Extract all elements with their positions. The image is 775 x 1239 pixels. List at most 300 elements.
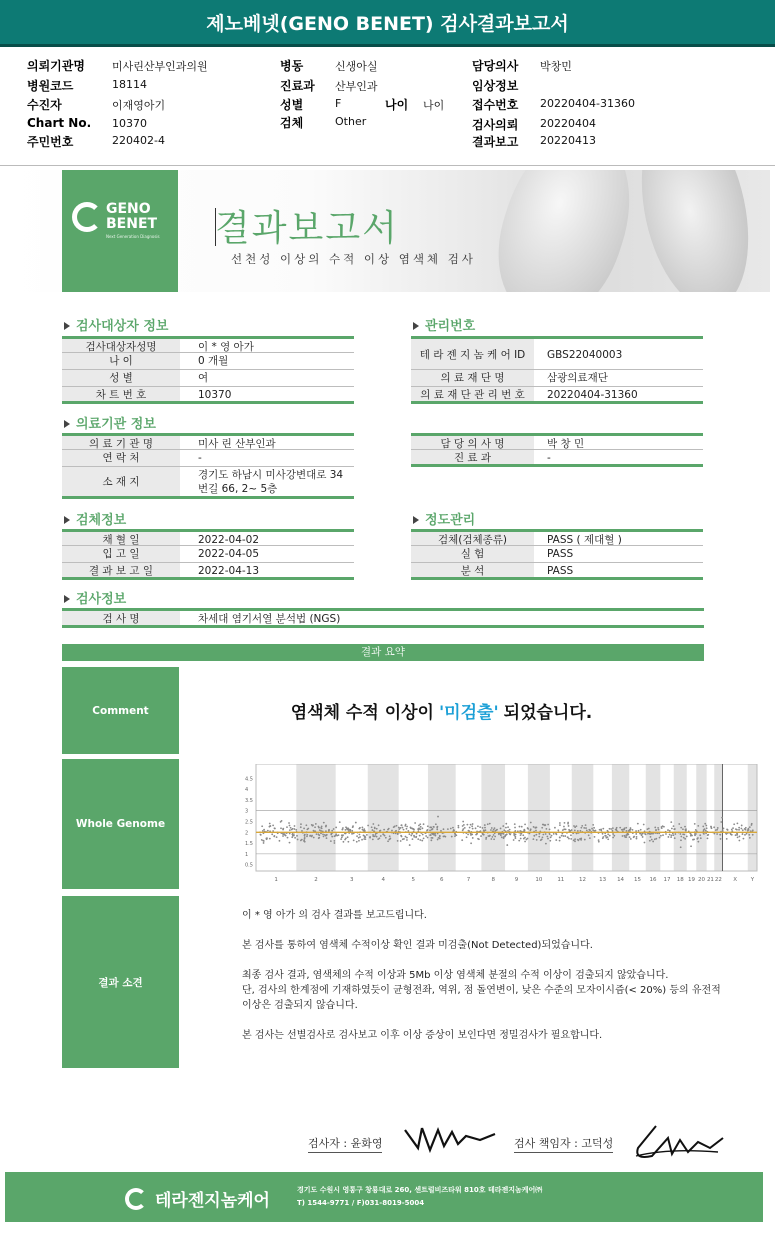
copy-number-point bbox=[383, 829, 385, 831]
copy-number-point bbox=[362, 829, 364, 831]
copy-number-point bbox=[306, 835, 308, 837]
copy-number-point bbox=[559, 824, 561, 826]
copy-number-point bbox=[607, 838, 609, 840]
section-title-mgmt: 관리번호 bbox=[413, 315, 475, 334]
copy-number-point bbox=[352, 825, 354, 827]
copy-number-point bbox=[472, 837, 474, 839]
copy-number-point bbox=[695, 829, 697, 831]
comment-highlight: '미검출' bbox=[438, 703, 499, 723]
copy-number-point bbox=[420, 826, 422, 828]
copy-number-point bbox=[556, 833, 558, 835]
copy-number-point bbox=[670, 835, 672, 837]
chromosome-band bbox=[428, 764, 456, 871]
copy-number-point bbox=[376, 836, 378, 838]
copy-number-point bbox=[613, 835, 615, 837]
table-row: 진 료 과 - bbox=[411, 450, 703, 467]
copy-number-point bbox=[493, 834, 495, 836]
hdr-label: 병원코드 bbox=[27, 79, 74, 93]
opinion-text bbox=[242, 908, 762, 1058]
copy-number-point bbox=[395, 830, 397, 832]
copy-number-point bbox=[574, 838, 576, 840]
copy-number-point bbox=[602, 837, 604, 839]
copy-number-point bbox=[563, 826, 565, 828]
test-table bbox=[62, 608, 704, 628]
copy-number-point bbox=[418, 827, 420, 829]
x-tick-label: 6 bbox=[440, 877, 444, 883]
copy-number-point bbox=[670, 836, 672, 838]
copy-number-point bbox=[294, 828, 296, 830]
copy-number-point bbox=[471, 825, 473, 827]
copy-number-point bbox=[732, 827, 734, 829]
copy-number-point bbox=[491, 827, 493, 829]
copy-number-point bbox=[406, 826, 408, 828]
copy-number-point bbox=[334, 842, 336, 844]
copy-number-point bbox=[661, 826, 663, 828]
copy-number-point bbox=[538, 836, 540, 838]
copy-number-point bbox=[549, 840, 551, 842]
copy-number-point bbox=[462, 821, 464, 823]
copy-number-point bbox=[385, 837, 387, 839]
copy-number-point bbox=[581, 825, 583, 827]
copy-number-point bbox=[612, 837, 614, 839]
header-info bbox=[0, 55, 775, 165]
copy-number-point bbox=[484, 827, 486, 829]
copy-number-point bbox=[297, 839, 299, 841]
arrow-right-icon bbox=[64, 322, 70, 330]
copy-number-point bbox=[313, 837, 315, 839]
copy-number-point bbox=[625, 830, 627, 832]
copy-number-point bbox=[678, 823, 680, 825]
copy-number-point bbox=[659, 837, 661, 839]
copy-number-point bbox=[341, 836, 343, 838]
copy-number-point bbox=[665, 833, 667, 835]
table-row: 검체(검체종류) PASS ( 제대혈 ) bbox=[411, 529, 703, 546]
copy-number-point bbox=[651, 839, 653, 841]
copy-number-point bbox=[720, 838, 722, 840]
copy-number-point bbox=[645, 833, 647, 835]
copy-number-point bbox=[272, 825, 274, 827]
chromosome-band bbox=[612, 764, 629, 871]
copy-number-point bbox=[563, 835, 565, 837]
copy-number-point bbox=[524, 841, 526, 843]
copy-number-point bbox=[472, 828, 474, 830]
hdr-label: 임상정보 bbox=[472, 79, 519, 93]
copy-number-point bbox=[304, 841, 306, 843]
copy-number-point bbox=[314, 826, 316, 828]
x-tick-label: 3 bbox=[349, 877, 354, 883]
copy-number-point bbox=[667, 829, 669, 831]
copy-number-point bbox=[462, 825, 464, 827]
copy-number-point bbox=[425, 835, 427, 837]
footer-logo-text: 테라젠지놈케어 bbox=[155, 1191, 270, 1211]
copy-number-point bbox=[388, 828, 390, 830]
copy-number-point bbox=[335, 827, 337, 829]
copy-number-point bbox=[574, 826, 576, 828]
copy-number-point bbox=[289, 829, 291, 831]
copy-number-point bbox=[567, 836, 569, 838]
copy-number-point bbox=[265, 837, 267, 839]
copy-number-point bbox=[530, 828, 532, 830]
copy-number-point bbox=[263, 842, 265, 844]
copy-number-point bbox=[407, 830, 409, 832]
copy-number-point bbox=[637, 823, 639, 825]
hdr-value: F bbox=[335, 97, 342, 110]
copy-number-point bbox=[588, 834, 590, 836]
copy-number-point bbox=[372, 839, 374, 841]
copy-number-point bbox=[325, 826, 327, 828]
copy-number-point bbox=[427, 829, 429, 831]
copy-number-point bbox=[472, 823, 474, 825]
copy-number-point bbox=[402, 827, 404, 829]
copy-number-point bbox=[632, 829, 634, 831]
copy-number-point bbox=[466, 824, 468, 826]
copy-number-point bbox=[742, 829, 744, 831]
copy-number-point bbox=[742, 833, 744, 835]
copy-number-point bbox=[549, 828, 551, 830]
copy-number-point bbox=[436, 826, 438, 828]
copy-number-point bbox=[607, 830, 609, 832]
copy-number-point bbox=[704, 823, 706, 825]
copy-number-point bbox=[439, 838, 441, 840]
copy-number-point bbox=[380, 835, 382, 837]
copy-number-point bbox=[440, 830, 442, 832]
copy-number-point bbox=[347, 836, 349, 838]
copy-number-point bbox=[480, 835, 482, 837]
copy-number-point bbox=[331, 836, 333, 838]
copy-number-point bbox=[598, 841, 600, 843]
section-title-test: 검사정보 bbox=[64, 588, 126, 607]
copy-number-point bbox=[503, 836, 505, 838]
copy-number-point bbox=[680, 827, 682, 829]
copy-number-point bbox=[401, 836, 403, 838]
logo-mark-icon bbox=[72, 202, 102, 232]
copy-number-point bbox=[591, 828, 593, 830]
copy-number-point bbox=[400, 827, 402, 829]
copy-number-point bbox=[630, 827, 632, 829]
copy-number-point bbox=[500, 834, 502, 836]
copy-number-point bbox=[703, 833, 705, 835]
copy-number-point bbox=[413, 835, 415, 837]
copy-number-point bbox=[668, 836, 670, 838]
doctor-table bbox=[411, 433, 703, 467]
copy-number-point bbox=[318, 837, 320, 839]
copy-number-point bbox=[476, 833, 478, 835]
copy-number-point bbox=[487, 835, 489, 837]
copy-number-point bbox=[589, 837, 591, 839]
copy-number-point bbox=[619, 827, 621, 829]
copy-number-point bbox=[580, 827, 582, 829]
hdr-value: 이재영아기 bbox=[112, 99, 166, 112]
hdr-label: 성별 bbox=[280, 98, 304, 112]
copy-number-point bbox=[652, 841, 654, 843]
copy-number-point bbox=[629, 830, 631, 832]
hdr-value: 10370 bbox=[112, 117, 147, 130]
baby-foot-image bbox=[479, 170, 652, 292]
copy-number-point bbox=[416, 833, 418, 835]
copy-number-point bbox=[683, 837, 685, 839]
copy-number-point bbox=[610, 828, 612, 830]
copy-number-point bbox=[612, 833, 614, 835]
x-tick-label: 19 bbox=[688, 877, 696, 883]
copy-number-point bbox=[450, 828, 452, 830]
copy-number-point bbox=[580, 838, 582, 840]
copy-number-point bbox=[435, 823, 437, 825]
copy-number-point bbox=[547, 838, 549, 840]
copy-number-point bbox=[643, 824, 645, 826]
copy-number-point bbox=[707, 837, 709, 839]
report-banner bbox=[5, 170, 770, 292]
copy-number-point bbox=[419, 839, 421, 841]
x-tick-label: 18 bbox=[676, 877, 684, 883]
copy-number-point bbox=[333, 828, 335, 830]
copy-number-point bbox=[723, 828, 725, 830]
copy-number-point bbox=[421, 840, 423, 842]
copy-number-point bbox=[353, 840, 355, 842]
copy-number-point bbox=[638, 830, 640, 832]
table-row: 소 재 지 경기도 하남시 미사강변대로 34 번길 66, 2~ 5층 bbox=[62, 467, 354, 499]
copy-number-point bbox=[271, 833, 273, 835]
copy-number-point bbox=[288, 822, 290, 824]
x-tick-label: 15 bbox=[633, 877, 641, 883]
copy-number-point bbox=[321, 825, 323, 827]
copy-number-point bbox=[457, 825, 459, 827]
copy-number-point bbox=[553, 833, 555, 835]
copy-number-point bbox=[376, 828, 378, 830]
copy-number-point bbox=[369, 836, 371, 838]
copy-number-point bbox=[380, 830, 382, 832]
copy-number-point bbox=[735, 828, 737, 830]
table-row: 차 트 번 호 10370 bbox=[62, 387, 354, 404]
copy-number-point bbox=[466, 836, 468, 838]
y-tick-label: 3 bbox=[245, 808, 249, 815]
copy-number-point bbox=[301, 839, 303, 841]
copy-number-point bbox=[400, 840, 402, 842]
copy-number-point bbox=[672, 834, 674, 836]
copy-number-point bbox=[419, 823, 421, 825]
banner-title: 결과보고서 bbox=[215, 208, 399, 249]
copy-number-point bbox=[524, 823, 526, 825]
copy-number-point bbox=[489, 835, 491, 837]
copy-number-point bbox=[358, 840, 360, 842]
copy-number-point bbox=[716, 833, 718, 835]
copy-number-point bbox=[547, 824, 549, 826]
chromosome-band bbox=[528, 764, 550, 871]
copy-number-point bbox=[300, 823, 302, 825]
copy-number-point bbox=[280, 827, 282, 829]
copy-number-point bbox=[349, 829, 351, 831]
copy-number-point bbox=[430, 834, 432, 836]
copy-number-point bbox=[493, 829, 495, 831]
copy-number-point bbox=[514, 827, 516, 829]
copy-number-point bbox=[427, 825, 429, 827]
copy-number-point bbox=[738, 829, 740, 831]
copy-number-point bbox=[535, 830, 537, 832]
copy-number-point bbox=[261, 825, 263, 827]
copy-number-point bbox=[719, 834, 721, 836]
copy-number-point bbox=[699, 834, 701, 836]
section-title-inst: 의료기관 정보 bbox=[64, 413, 156, 432]
copy-number-point bbox=[260, 834, 262, 836]
copy-number-point bbox=[568, 838, 570, 840]
opinion-label: 결과 소견 bbox=[62, 896, 179, 1068]
arrow-right-icon bbox=[64, 516, 70, 524]
copy-number-point bbox=[585, 827, 587, 829]
copy-number-point bbox=[403, 838, 405, 840]
copy-number-point bbox=[367, 825, 369, 827]
copy-number-point bbox=[655, 838, 657, 840]
copy-number-point bbox=[282, 828, 284, 830]
copy-number-point bbox=[286, 826, 288, 828]
copy-number-point bbox=[444, 836, 446, 838]
x-tick-label: 11 bbox=[557, 877, 565, 883]
copy-number-point bbox=[319, 829, 321, 831]
copy-number-point bbox=[443, 828, 445, 830]
copy-number-point bbox=[598, 839, 600, 841]
copy-number-point bbox=[680, 839, 682, 841]
copy-number-point bbox=[495, 829, 497, 831]
copy-number-point bbox=[359, 827, 361, 829]
copy-number-point bbox=[378, 824, 380, 826]
chromosome-band bbox=[368, 764, 399, 871]
copy-number-point bbox=[290, 827, 292, 829]
copy-number-point bbox=[303, 828, 305, 830]
table-row: 성 별 여 bbox=[62, 370, 354, 387]
copy-number-point bbox=[400, 824, 402, 826]
copy-number-point bbox=[458, 827, 460, 829]
copy-number-point bbox=[429, 830, 431, 832]
copy-number-point bbox=[669, 834, 671, 836]
copy-number-point bbox=[636, 836, 638, 838]
copy-number-point bbox=[585, 824, 587, 826]
copy-number-point bbox=[674, 837, 676, 839]
copy-number-point bbox=[267, 830, 269, 832]
copy-number-point bbox=[361, 839, 363, 841]
copy-number-point bbox=[289, 842, 291, 844]
comment-label: Comment bbox=[62, 667, 179, 754]
baby-foot-image bbox=[625, 170, 764, 292]
chromosome-band bbox=[748, 764, 757, 871]
copy-number-point bbox=[306, 829, 308, 831]
copy-number-point bbox=[333, 840, 335, 842]
copy-number-point bbox=[501, 836, 503, 838]
copy-number-point bbox=[355, 822, 357, 824]
copy-number-point bbox=[289, 825, 291, 827]
copy-number-point bbox=[485, 837, 487, 839]
table-row: 입 고 일 2022-04-05 bbox=[62, 546, 354, 563]
copy-number-point bbox=[694, 833, 696, 835]
copy-number-point bbox=[657, 827, 659, 829]
x-tick-label: 12 bbox=[579, 877, 587, 883]
copy-number-point bbox=[726, 829, 728, 831]
copy-number-point bbox=[609, 835, 611, 837]
copy-number-point bbox=[405, 836, 407, 838]
copy-number-point bbox=[437, 816, 439, 818]
copy-number-point bbox=[422, 834, 424, 836]
genobenet-logo bbox=[62, 170, 178, 292]
copy-number-point bbox=[505, 823, 507, 825]
copy-number-point bbox=[339, 821, 341, 823]
copy-number-point bbox=[542, 837, 544, 839]
copy-number-point bbox=[592, 824, 594, 826]
copy-number-point bbox=[414, 822, 416, 824]
copy-number-point bbox=[334, 835, 336, 837]
copy-number-point bbox=[410, 835, 412, 837]
copy-number-point bbox=[595, 830, 597, 832]
copy-number-point bbox=[404, 825, 406, 827]
copy-number-point bbox=[423, 823, 425, 825]
table-row: 나 이 0 개월 bbox=[62, 353, 354, 370]
copy-number-point bbox=[306, 834, 308, 836]
y-tick-label: 4 bbox=[245, 787, 249, 794]
copy-number-point bbox=[372, 823, 374, 825]
tester-signature: 검사자 : 윤화영 bbox=[308, 1135, 382, 1151]
copy-number-point bbox=[514, 836, 516, 838]
copy-number-point bbox=[409, 844, 411, 846]
copy-number-point bbox=[702, 826, 704, 828]
x-tick-label: X bbox=[733, 877, 738, 883]
arrow-right-icon bbox=[413, 516, 419, 524]
copy-number-point bbox=[500, 828, 502, 830]
copy-number-point bbox=[555, 839, 557, 841]
copy-number-point bbox=[389, 835, 391, 837]
copy-number-point bbox=[546, 836, 548, 838]
copy-number-point bbox=[326, 837, 328, 839]
copy-number-point bbox=[274, 828, 276, 830]
table-row: 의 료 재 단 관 리 번 호 20220404-31360 bbox=[411, 387, 703, 404]
copy-number-point bbox=[559, 840, 561, 842]
copy-number-point bbox=[356, 841, 358, 843]
copy-number-point bbox=[304, 836, 306, 838]
copy-number-point bbox=[536, 839, 538, 841]
copy-number-point bbox=[593, 827, 595, 829]
x-tick-label: 1 bbox=[274, 877, 278, 883]
copy-number-point bbox=[423, 837, 425, 839]
copy-number-point bbox=[323, 822, 325, 824]
hdr-value: Other bbox=[335, 115, 367, 128]
copy-number-point bbox=[346, 829, 348, 831]
copy-number-point bbox=[504, 835, 506, 837]
copy-number-point bbox=[293, 834, 295, 836]
y-tick-label: 0.5 bbox=[245, 862, 253, 869]
footer-logo-icon bbox=[125, 1188, 147, 1210]
copy-number-point bbox=[751, 824, 753, 826]
copy-number-point bbox=[586, 830, 588, 832]
copy-number-point bbox=[557, 829, 559, 831]
copy-number-point bbox=[396, 825, 398, 827]
copy-number-point bbox=[567, 823, 569, 825]
copy-number-point bbox=[533, 835, 535, 837]
copy-number-point bbox=[296, 835, 298, 837]
hdr-label: 결과보고 bbox=[472, 135, 519, 149]
copy-number-point bbox=[726, 838, 728, 840]
copy-number-point bbox=[351, 830, 353, 832]
copy-number-point bbox=[330, 840, 332, 842]
section-title-qc: 정도관리 bbox=[413, 509, 475, 528]
copy-number-point bbox=[623, 828, 625, 830]
copy-number-point bbox=[636, 838, 638, 840]
copy-number-point bbox=[524, 837, 526, 839]
tester-signature-drawing bbox=[400, 1118, 500, 1158]
hdr-value: 220402-4 bbox=[112, 134, 165, 147]
copy-number-point bbox=[490, 838, 492, 840]
copy-number-point bbox=[674, 828, 676, 830]
copy-number-point bbox=[363, 838, 365, 840]
copy-number-point bbox=[554, 827, 556, 829]
copy-number-point bbox=[364, 836, 366, 838]
copy-number-point bbox=[602, 833, 604, 835]
copy-number-point bbox=[520, 838, 522, 840]
copy-number-point bbox=[527, 827, 529, 829]
